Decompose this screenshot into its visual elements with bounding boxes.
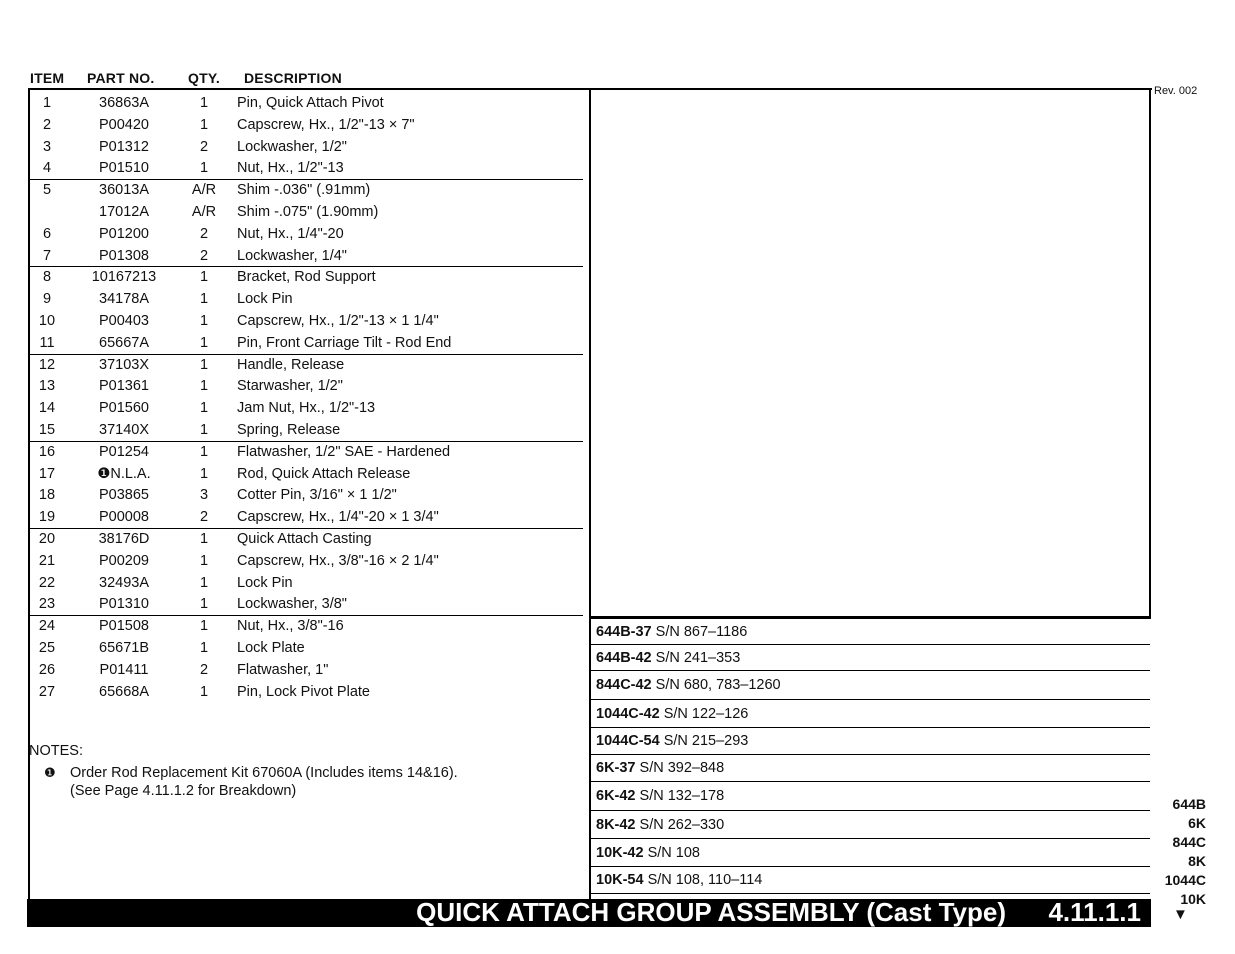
- group-separator: [28, 528, 583, 529]
- item-number: 15: [38, 421, 56, 438]
- part-number: 17012A: [99, 203, 149, 220]
- quantity: 1: [199, 160, 209, 177]
- page-title: QUICK ATTACH GROUP ASSEMBLY (Cast Type): [416, 897, 1006, 927]
- serial-range: S/N 867–1186: [655, 624, 748, 640]
- quantity: 2: [199, 247, 209, 264]
- model-label: 8K: [1188, 853, 1206, 869]
- part-number: 65671B: [99, 639, 149, 656]
- model-label: 844C: [1172, 834, 1206, 850]
- item-number: 9: [42, 291, 52, 308]
- header-item: ITEM: [30, 70, 65, 86]
- part-number: 65667A: [99, 334, 149, 351]
- table-row: [28, 311, 583, 333]
- description: Rod, Quick Attach Release: [237, 465, 411, 482]
- part-number: 36863A: [99, 95, 149, 111]
- serial-row: [590, 700, 1150, 728]
- model-code: 644B-37: [596, 624, 652, 640]
- item-number: 22: [38, 574, 56, 591]
- part-number: P01361: [99, 378, 149, 395]
- item-number: 3: [42, 138, 52, 155]
- part-number: P01510: [99, 160, 149, 177]
- header-description: DESCRIPTION: [244, 70, 342, 86]
- description: Cotter Pin, 3/16" × 1 1/2": [237, 487, 397, 504]
- quantity: 1: [199, 683, 209, 700]
- table-row: [28, 224, 583, 246]
- description: Capscrew, Hx., 1/2"-13 × 7": [237, 116, 415, 133]
- description: Capscrew, Hx., 1/2"-13 × 1 1/4": [237, 312, 439, 329]
- description: Pin, Front Carriage Tilt - Rod End: [237, 334, 452, 351]
- model-label: 10K: [1180, 891, 1206, 907]
- quantity: 1: [199, 400, 209, 417]
- part-number: P01254: [99, 443, 149, 460]
- table-row: [28, 158, 583, 180]
- part-number: P00008: [99, 509, 149, 526]
- table-row: [28, 529, 583, 551]
- table-row: [28, 246, 583, 268]
- item-number: 26: [38, 661, 56, 678]
- quantity: 1: [199, 378, 209, 395]
- description: Lock Plate: [237, 639, 305, 656]
- item-number: 20: [38, 530, 56, 547]
- model-code: 10K-42: [596, 845, 644, 861]
- serial-range: S/N 108: [647, 845, 700, 861]
- description: Jam Nut, Hx., 1/2"-13: [237, 400, 376, 417]
- item-number: 18: [38, 487, 56, 504]
- table-row: [28, 638, 583, 660]
- table-row: [28, 682, 583, 704]
- item-number: 25: [38, 639, 56, 656]
- page-number: 4.11.1.1: [1048, 897, 1141, 927]
- table-row: [28, 573, 583, 595]
- item-number: 7: [42, 247, 52, 264]
- item-number: 10: [38, 312, 56, 329]
- note-line-2: (See Page 4.11.1.2 for Breakdown): [70, 783, 297, 799]
- model-code: 6K-37: [596, 760, 636, 776]
- group-separator: [28, 354, 583, 355]
- table-row: [28, 485, 583, 507]
- serial-row: [590, 755, 1150, 782]
- serial-range: S/N 241–353: [655, 650, 741, 666]
- model-code: 1044C-42: [596, 706, 660, 722]
- serial-range: S/N 132–178: [639, 788, 725, 804]
- item-number: 17: [38, 465, 56, 482]
- item-number: 5: [42, 182, 52, 199]
- table-row: [28, 507, 583, 529]
- description: Spring, Release: [237, 421, 341, 438]
- part-number: 38176D: [98, 530, 150, 547]
- description: Lockwasher, 1/4": [237, 247, 347, 264]
- revision-label: Rev. 002: [1154, 85, 1198, 97]
- description: Pin, Quick Attach Pivot: [237, 95, 384, 111]
- description: Nut, Hx., 1/4"-20: [237, 225, 344, 242]
- quantity: 1: [199, 291, 209, 308]
- table-row: [28, 115, 583, 137]
- table-row: [28, 355, 583, 377]
- model-code: 10K-54: [596, 872, 644, 888]
- table-row: [28, 420, 583, 442]
- serial-row: [590, 811, 1150, 839]
- note-marker: ❶: [44, 765, 56, 780]
- quantity: 2: [199, 661, 209, 678]
- serial-row: [590, 671, 1150, 700]
- group-separator: [28, 615, 583, 616]
- description: Shim -.036" (.91mm): [237, 182, 371, 199]
- serial-applicability-table: [590, 619, 1150, 894]
- item-number: 19: [38, 509, 56, 526]
- description: Starwasher, 1/2": [237, 378, 343, 395]
- model-label: 6K: [1188, 815, 1206, 831]
- item-number: 2: [42, 116, 52, 133]
- table-row: [28, 398, 583, 420]
- description: Pin, Lock Pivot Plate: [237, 683, 370, 700]
- item-number: 24: [38, 618, 56, 635]
- item-number: 13: [38, 378, 56, 395]
- description: Quick Attach Casting: [237, 530, 372, 547]
- description: Lockwasher, 3/8": [237, 596, 347, 613]
- model-code: 844C-42: [596, 677, 652, 693]
- notes: [29, 742, 458, 799]
- table-row: [28, 660, 583, 682]
- part-number: P01560: [99, 400, 149, 417]
- serial-row: [590, 839, 1150, 867]
- quantity: A/R: [191, 203, 217, 220]
- title-bar: [27, 899, 1151, 927]
- description: Bracket, Rod Support: [237, 269, 376, 286]
- description: Flatwasher, 1": [237, 661, 329, 678]
- quantity: 1: [199, 552, 209, 569]
- illustration-right-border: [1149, 89, 1151, 619]
- quantity: 1: [199, 618, 209, 635]
- part-number: P01200: [99, 225, 149, 242]
- table-row: [28, 137, 583, 159]
- item-number: 21: [38, 552, 56, 569]
- quantity: 1: [199, 95, 209, 111]
- serial-row: [590, 645, 1150, 671]
- table-row: [28, 180, 583, 202]
- note-text: [70, 764, 550, 800]
- model-code: 6K-42: [596, 788, 636, 804]
- table-row: [28, 464, 583, 486]
- description: Lock Pin: [237, 291, 293, 308]
- quantity: 2: [199, 138, 209, 155]
- quantity: 1: [199, 421, 209, 438]
- table-row: [28, 594, 583, 616]
- model-list: [1150, 795, 1206, 909]
- model-label: 1044C: [1164, 872, 1206, 888]
- table-row: [28, 442, 583, 464]
- item-number: 16: [38, 443, 56, 460]
- description: Capscrew, Hx., 3/8"-16 × 2 1/4": [237, 552, 439, 569]
- description: Shim -.075" (1.90mm): [237, 203, 379, 220]
- item-number: 6: [42, 225, 52, 242]
- part-number: P00209: [99, 552, 149, 569]
- item-number: 12: [38, 356, 56, 373]
- item-number: 1: [42, 95, 52, 111]
- table-row: [28, 267, 583, 289]
- part-number: 37140X: [99, 421, 149, 438]
- quantity: 1: [199, 639, 209, 656]
- part-number: P01312: [99, 138, 149, 155]
- serial-range: S/N 122–126: [663, 706, 749, 722]
- description: Flatwasher, 1/2" SAE - Hardened: [237, 443, 451, 460]
- part-number: P00403: [99, 312, 149, 329]
- table-row: [28, 616, 583, 638]
- item-number: 14: [38, 400, 56, 417]
- part-number: P01508: [99, 618, 149, 635]
- serial-row: [590, 728, 1150, 755]
- serial-range: S/N 392–848: [639, 760, 725, 776]
- part-number: 65668A: [99, 683, 149, 700]
- description: Nut, Hx., 3/8"-16: [237, 618, 344, 635]
- serial-range: S/N 108, 110–114: [647, 872, 763, 888]
- part-number: 37103X: [99, 356, 149, 373]
- quantity: 1: [199, 334, 209, 351]
- serial-range: S/N 262–330: [639, 817, 725, 833]
- group-separator: [28, 266, 583, 267]
- part-number: P00420: [99, 116, 149, 133]
- part-number: 32493A: [99, 574, 149, 591]
- model-label: 644B: [1172, 796, 1206, 812]
- group-separator: [28, 441, 583, 442]
- group-separator: [28, 179, 583, 180]
- table-row: [28, 93, 583, 115]
- part-number: ❶N.L.A.: [97, 465, 151, 482]
- notes-heading: NOTES:: [29, 743, 83, 759]
- part-number: P01310: [99, 596, 149, 613]
- quantity: 1: [199, 269, 209, 286]
- note-line-1: Order Rod Replacement Kit 67060A (Includes items 14&16).: [70, 765, 458, 781]
- part-number: P01308: [99, 247, 149, 264]
- serial-row: [590, 867, 1150, 894]
- quantity: 3: [199, 487, 209, 504]
- quantity: 1: [199, 312, 209, 329]
- item-number: 4: [42, 160, 52, 177]
- parts-list: [28, 93, 583, 703]
- quantity: 2: [199, 509, 209, 526]
- model-code: 644B-42: [596, 650, 652, 666]
- quantity: 2: [199, 225, 209, 242]
- part-number: 36013A: [99, 182, 149, 199]
- part-number: P01411: [99, 661, 149, 678]
- item-number: 23: [38, 596, 56, 613]
- quantity: 1: [199, 574, 209, 591]
- description: Nut, Hx., 1/2"-13: [237, 160, 344, 177]
- serial-row: [590, 619, 1150, 645]
- serial-range: S/N 215–293: [663, 733, 749, 749]
- description: Lock Pin: [237, 574, 293, 591]
- item-number: 8: [42, 269, 52, 286]
- header-qty: QTY.: [188, 70, 220, 86]
- serial-row: [590, 782, 1150, 811]
- quantity: 1: [199, 465, 209, 482]
- part-number: 34178A: [99, 291, 149, 308]
- quantity: A/R: [191, 182, 217, 199]
- description: Capscrew, Hx., 1/4"-20 × 1 3/4": [237, 509, 439, 526]
- table-row: [28, 376, 583, 398]
- down-arrow-icon: ▼: [1173, 906, 1188, 923]
- part-number: 10167213: [91, 269, 157, 286]
- quantity: 1: [199, 530, 209, 547]
- model-code: 8K-42: [596, 817, 636, 833]
- quantity: 1: [199, 116, 209, 133]
- quantity: 1: [199, 596, 209, 613]
- table-row: [28, 333, 583, 355]
- table-row: [28, 289, 583, 311]
- description: Handle, Release: [237, 356, 345, 373]
- part-number: P03865: [99, 487, 149, 504]
- item-number: 11: [39, 334, 55, 351]
- header-part-no: PART NO.: [87, 70, 155, 86]
- serial-range: S/N 680, 783–1260: [655, 677, 781, 693]
- table-row: [28, 551, 583, 573]
- description: Lockwasher, 1/2": [237, 138, 347, 155]
- quantity: 1: [199, 356, 209, 373]
- quantity: 1: [199, 443, 209, 460]
- item-number: 27: [38, 683, 56, 700]
- model-code: 1044C-54: [596, 733, 660, 749]
- table-row: [28, 202, 583, 224]
